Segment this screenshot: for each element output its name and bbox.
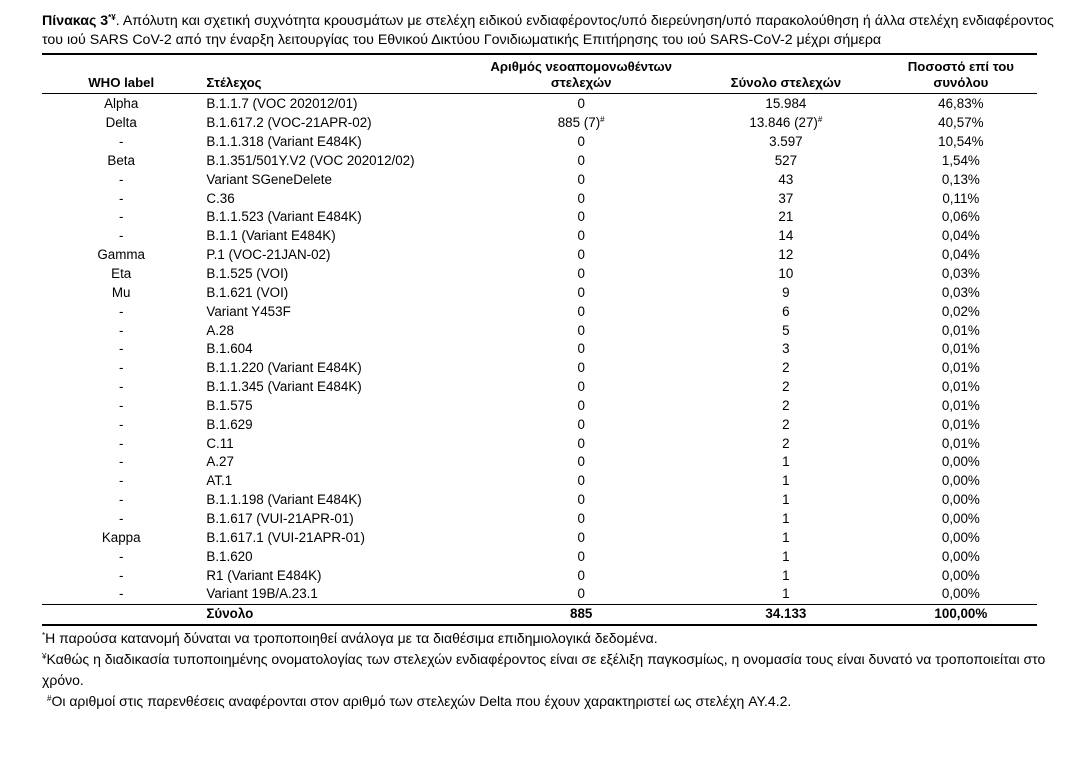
cell-strain: B.1.1.318 (Variant E484K) xyxy=(206,134,362,150)
cell-total-strains: 13.846 (27)# xyxy=(749,115,823,131)
cell-who-label: - xyxy=(118,397,124,413)
cell-new-isolates: 0 xyxy=(577,473,585,489)
total-cell-strain: Σύνολο xyxy=(200,604,475,625)
cell-percentage: 0,03% xyxy=(941,266,980,282)
cell-total-strains: 6 xyxy=(782,303,790,319)
cell-new-isolates: 0 xyxy=(577,134,585,150)
cell-new-isolates: 0 xyxy=(577,454,585,470)
cell-who-label: Mu xyxy=(111,284,131,300)
cell-who-label: - xyxy=(118,190,124,206)
footnote-yen: ¥Καθώς η διαδικασία τυποποιημένης ονοματολογίας των στελεχών ενδιαφέροντος είναι σε εξέλιξη παγκοσμίως, η ονομασία τους είναι δυνατό να τροποποιείται στο χρόνο. xyxy=(42,650,1046,688)
cell-total-strains: 5 xyxy=(782,322,790,338)
variants-table xyxy=(42,53,1037,626)
cell-strain: B.1.1.523 (Variant E484K) xyxy=(206,209,362,225)
cell-new-isolates: 0 xyxy=(577,96,585,112)
cell-new-isolates: 0 xyxy=(577,152,585,168)
cell-strain: B.1.629 xyxy=(206,416,253,432)
cell-percentage: 0,03% xyxy=(941,284,980,300)
header-percentage: Ποσοστό επί του συνόλου xyxy=(885,54,1037,94)
cell-total-strains: 2 xyxy=(782,360,790,376)
cell-strain: Variant 19B/A.23.1 xyxy=(206,586,318,602)
table-row xyxy=(42,283,1037,302)
cell-who-label: - xyxy=(118,548,124,564)
cell-total-strains: 21 xyxy=(778,209,794,225)
table-row xyxy=(42,208,1037,227)
cell-strain: B.1.351/501Y.V2 (VOC 202012/02) xyxy=(206,152,415,168)
cell-percentage: 0,00% xyxy=(941,510,980,526)
table-row xyxy=(42,453,1037,472)
cell-new-isolates: 885 (7)# xyxy=(557,115,605,131)
cell-strain: B.1.1.7 (VOC 202012/01) xyxy=(206,96,358,112)
table-row xyxy=(42,265,1037,284)
cell-total-strains: 12 xyxy=(778,247,794,263)
cell-strain: B.1.604 xyxy=(206,341,253,357)
cell-new-isolates: 0 xyxy=(577,492,585,508)
cell-strain: B.1.1.220 (Variant E484K) xyxy=(206,360,362,376)
cell-strain: B.1.617.1 (VUI-21APR-01) xyxy=(206,529,365,545)
cell-total-strains: 2 xyxy=(782,435,790,451)
cell-new-isolates: 0 xyxy=(577,416,585,432)
footnote-hash: #Οι αριθμοί στις παρενθέσεις αναφέρονται στον αριθμό των στελεχών Delta που έχουν χαρακτηριστεί ως στελέχη AY.4.2. xyxy=(47,692,792,709)
cell-percentage: 0,01% xyxy=(941,360,980,376)
cell-total-strains: 2 xyxy=(782,397,790,413)
table-body xyxy=(42,94,1037,625)
cell-new-isolates: 0 xyxy=(577,586,585,602)
cell-percentage: 0,00% xyxy=(941,473,980,489)
cell-who-label: - xyxy=(118,379,124,395)
cell-total-strains: 1 xyxy=(782,473,790,489)
cell-total-strains: 3 xyxy=(782,341,790,357)
cell-who-label: - xyxy=(118,492,124,508)
cell-strain: B.1.621 (VOI) xyxy=(206,284,289,300)
cell-percentage: 0,01% xyxy=(941,416,980,432)
caption-label: Πίνακας 3 xyxy=(42,13,109,29)
cell-percentage: 0,06% xyxy=(941,209,980,225)
table-row xyxy=(42,302,1037,321)
cell-strain: C.36 xyxy=(206,190,235,206)
table-row xyxy=(42,114,1037,133)
table-row xyxy=(42,472,1037,491)
cell-who-label: - xyxy=(118,171,124,187)
cell-strain: R1 (Variant E484K) xyxy=(206,567,322,583)
cell-total-strains: 527 xyxy=(774,152,798,168)
cell-new-isolates: 0 xyxy=(577,510,585,526)
cell-percentage: 0,04% xyxy=(941,228,980,244)
cell-who-label: - xyxy=(118,416,124,432)
cell-total-strains: 1 xyxy=(782,454,790,470)
cell-new-isolates: 0 xyxy=(577,435,585,451)
cell-percentage: 0,01% xyxy=(941,322,980,338)
cell-total-strains: 1 xyxy=(782,548,790,564)
cell-total-strains: 1 xyxy=(782,510,790,526)
cell-percentage: 0,01% xyxy=(941,379,980,395)
header-total-strains: Σύνολο στελεχών xyxy=(687,54,885,94)
cell-percentage: 0,00% xyxy=(941,567,980,583)
cell-total-strains: 1 xyxy=(782,529,790,545)
table-row xyxy=(42,246,1037,265)
cell-strain: B.1.575 xyxy=(206,397,253,413)
cell-strain: B.1.617.2 (VOC-21APR-02) xyxy=(206,115,372,131)
cell-who-label: - xyxy=(118,473,124,489)
table-row xyxy=(42,491,1037,510)
cell-who-label: - xyxy=(118,567,124,583)
cell-new-isolates: 0 xyxy=(577,548,585,564)
cell-who-label: Delta xyxy=(105,115,137,131)
table-row xyxy=(42,152,1037,171)
cell-total-strains: 15.984 xyxy=(765,96,807,112)
cell-who-label: - xyxy=(118,134,124,150)
cell-percentage: 0,01% xyxy=(941,397,980,413)
cell-percentage: 0,00% xyxy=(941,529,980,545)
cell-who-label: - xyxy=(118,228,124,244)
cell-strain: C.11 xyxy=(206,435,234,451)
footnote-asterisk: *Η παρούσα κατανομή δύναται να τροποποιηθεί ανάλογα με τα διαθέσιμα επιδημιολογικά δεδομένα. xyxy=(42,629,658,646)
cell-new-isolates: 0 xyxy=(577,266,585,282)
cell-who-label: - xyxy=(118,435,124,451)
cell-who-label: Gamma xyxy=(97,247,145,263)
table-row xyxy=(42,566,1037,585)
cell-total-strains: 43 xyxy=(778,171,794,187)
cell-strain: AT.1 xyxy=(206,473,233,489)
header-who-label: WHO label xyxy=(42,54,200,94)
cell-percentage: 10,54% xyxy=(938,134,984,150)
cell-new-isolates: 0 xyxy=(577,284,585,300)
cell-total-strains: 10 xyxy=(778,266,794,282)
cell-new-isolates: 0 xyxy=(577,567,585,583)
cell-percentage: 0,11% xyxy=(942,190,980,206)
cell-new-isolates: 0 xyxy=(577,247,585,263)
cell-total-strains: 14 xyxy=(778,228,794,244)
cell-total-strains: 3.597 xyxy=(769,134,803,150)
cell-who-label: - xyxy=(118,322,124,338)
cell-percentage: 40,57% xyxy=(938,115,984,131)
cell-percentage: 46,83% xyxy=(938,96,984,112)
cell-who-label: Eta xyxy=(111,266,132,282)
cell-total-strains: 2 xyxy=(782,379,790,395)
cell-new-isolates: 0 xyxy=(577,379,585,395)
cell-percentage: 0,00% xyxy=(941,454,980,470)
cell-strain: P.1 (VOC-21JAN-02) xyxy=(206,247,331,263)
cell-strain: Variant Y453F xyxy=(206,303,291,319)
cell-who-label: - xyxy=(118,303,124,319)
table-row xyxy=(42,378,1037,397)
table-row xyxy=(42,547,1037,566)
cell-percentage: 0,04% xyxy=(941,247,980,263)
table-row xyxy=(42,359,1037,378)
cell-percentage: 0,00% xyxy=(941,492,980,508)
cell-new-isolates: 0 xyxy=(577,303,585,319)
cell-percentage: 0,00% xyxy=(941,586,980,602)
table-row xyxy=(42,170,1037,189)
cell-new-isolates: 0 xyxy=(577,209,585,225)
cell-strain: B.1.620 xyxy=(206,548,253,564)
cell-strain: B.1.1.345 (Variant E484K) xyxy=(206,379,362,395)
table-row xyxy=(42,585,1037,604)
cell-percentage: 0,01% xyxy=(941,341,980,357)
table-row xyxy=(42,189,1037,208)
footnotes xyxy=(42,628,1062,712)
cell-new-isolates: 0 xyxy=(577,341,585,357)
table-header-row xyxy=(42,54,1037,94)
cell-who-label: - xyxy=(118,341,124,357)
cell-percentage: 1,54% xyxy=(941,152,980,168)
cell-who-label: - xyxy=(118,360,124,376)
table-row xyxy=(42,434,1037,453)
total-cell-new-isolates: 885 xyxy=(475,604,687,625)
cell-strain: A.27 xyxy=(206,454,234,470)
cell-percentage: 0,00% xyxy=(941,548,980,564)
cell-who-label: Beta xyxy=(107,152,135,168)
cell-strain: Variant SGeneDelete xyxy=(206,171,332,187)
cell-who-label: Kappa xyxy=(101,529,141,545)
cell-new-isolates: 0 xyxy=(577,322,585,338)
cell-percentage: 0,13% xyxy=(941,171,980,187)
table-row xyxy=(42,340,1037,359)
cell-total-strains: 9 xyxy=(782,284,790,300)
total-cell-percentage: 100,00% xyxy=(885,604,1037,625)
cell-strain: B.1.1 (Variant E484K) xyxy=(206,228,336,244)
table-row xyxy=(42,321,1037,340)
cell-new-isolates: 0 xyxy=(577,397,585,413)
table-row xyxy=(42,133,1037,152)
total-cell-total-strains: 34.133 xyxy=(687,604,885,625)
document-page xyxy=(42,12,1062,712)
table-row xyxy=(42,528,1037,547)
cell-percentage: 0,02% xyxy=(941,303,980,319)
cell-who-label: - xyxy=(118,454,124,470)
total-cell-who-label xyxy=(42,604,200,625)
table-row xyxy=(42,94,1037,114)
cell-percentage: 0,01% xyxy=(941,435,980,451)
caption-label-marks: *¥ xyxy=(108,13,116,22)
header-strain: Στέλεχος xyxy=(200,54,475,94)
cell-new-isolates: 0 xyxy=(577,228,585,244)
cell-new-isolates: 0 xyxy=(577,529,585,545)
table-row xyxy=(42,227,1037,246)
cell-total-strains: 37 xyxy=(778,190,794,206)
cell-strain: A.28 xyxy=(206,322,234,338)
cell-new-isolates: 0 xyxy=(577,190,585,206)
table-row xyxy=(42,397,1037,416)
cell-strain: B.1.525 (VOI) xyxy=(206,266,289,282)
cell-new-isolates: 0 xyxy=(577,171,585,187)
cell-who-label: - xyxy=(118,209,124,225)
cell-total-strains: 1 xyxy=(782,586,790,602)
cell-total-strains: 1 xyxy=(782,492,790,508)
header-new-isolates: Αριθμός νεοαπομονωθέντων στελεχών xyxy=(475,54,687,94)
cell-total-strains: 2 xyxy=(782,416,790,432)
cell-strain: B.1.617 (VUI-21APR-01) xyxy=(206,510,354,526)
cell-who-label: - xyxy=(118,586,124,602)
cell-total-strains: 1 xyxy=(782,567,790,583)
cell-who-label: Alpha xyxy=(104,96,139,112)
table-row xyxy=(42,415,1037,434)
table-total-row xyxy=(42,604,1037,625)
cell-strain: B.1.1.198 (Variant E484K) xyxy=(206,492,362,508)
cell-new-isolates: 0 xyxy=(577,360,585,376)
table-caption xyxy=(42,12,1062,50)
cell-who-label: - xyxy=(118,510,124,526)
table-row xyxy=(42,510,1037,529)
caption-text: . Απόλυτη και σχετική συχνότητα κρουσμάτων με στελέχη ειδικού ενδιαφέροντος/υπό διερεύνηση/υπό παρακολούθηση ή άλλα στελέχη ενδιαφέροντος του ιού SARS CoV-2 από την έναρξη λειτουργίας του Εθνικού Δικτύου Γονιδιωματικής Επιτήρησης του ιού SARS-CoV-2 μέχρι σήμερα xyxy=(42,13,1054,48)
